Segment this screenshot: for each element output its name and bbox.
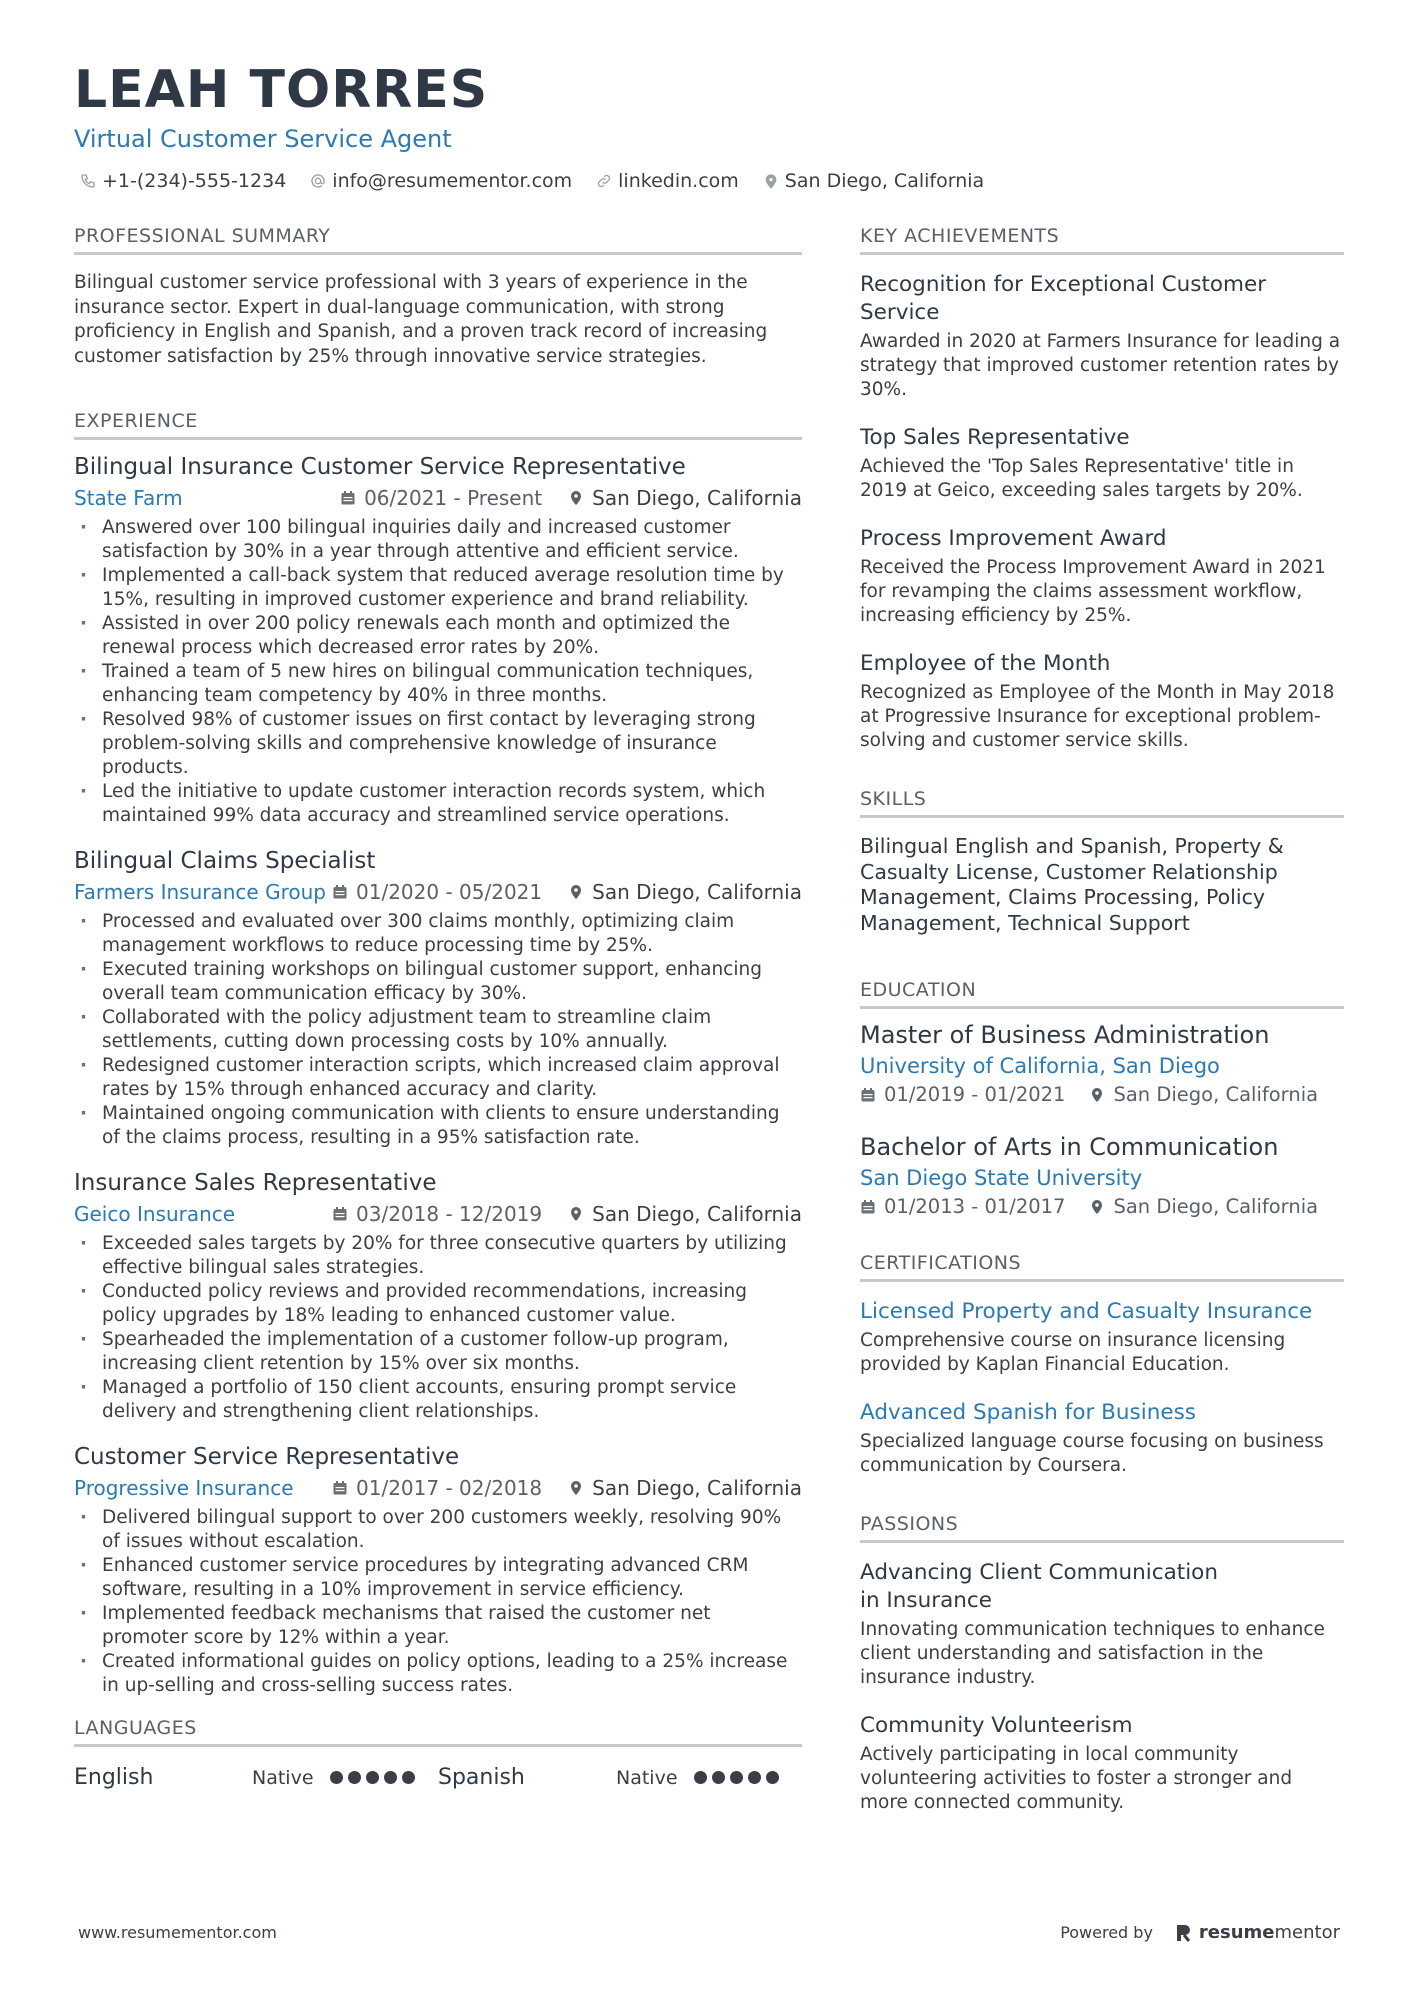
job-location-text: San Diego, California bbox=[592, 1202, 802, 1226]
achievement-list bbox=[860, 271, 1344, 753]
job-location bbox=[568, 1200, 802, 1228]
powered-by-label: Powered by bbox=[1060, 1923, 1153, 1942]
company-name: Geico Insurance bbox=[74, 1202, 236, 1226]
achievement-item bbox=[860, 650, 1344, 753]
skills-section bbox=[860, 787, 1344, 936]
achievement-title: Recognition for Exceptional Customer Service bbox=[860, 272, 1267, 325]
phone-icon bbox=[80, 173, 96, 189]
company-name: State Farm bbox=[74, 486, 183, 510]
job-location-text: San Diego, California bbox=[592, 1476, 802, 1500]
job-title: Customer Service Representative bbox=[74, 1444, 460, 1470]
job-bullet: · Exceeded sales targets by 20% for three consecutive quarters by utilizing effective bilingual sales strategies. bbox=[74, 1232, 802, 1280]
location-text: San Diego, California bbox=[784, 170, 985, 192]
achievements-section bbox=[860, 224, 1344, 753]
brand-logo[interactable] bbox=[1175, 1922, 1340, 1943]
rating-dot bbox=[730, 1771, 743, 1784]
job-bullet: · Answered over 100 bilingual inquiries daily and increased customer satisfaction by 30% in a year through attentive and efficient service. bbox=[74, 516, 802, 564]
passion-desc: Innovating communication techniques to enhance client understanding and satisfaction in the insurance industry. bbox=[860, 1619, 1325, 1688]
education-location-text: San Diego, California bbox=[1113, 1195, 1319, 1218]
section-title: CERTIFICATIONS bbox=[860, 1251, 1344, 1282]
summary-section bbox=[74, 224, 802, 369]
phone-text: +1-(234)-555-1234 bbox=[102, 170, 287, 192]
at-icon bbox=[310, 173, 326, 189]
certification-title: Advanced Spanish for Business bbox=[860, 1400, 1196, 1425]
education-dates-text: 01/2013 - 01/2017 bbox=[884, 1195, 1066, 1218]
education-section bbox=[860, 978, 1344, 1221]
job-title: Insurance Sales Representative bbox=[74, 1170, 437, 1196]
passion-item bbox=[860, 1559, 1344, 1690]
job-dates-text: 06/2021 - Present bbox=[364, 486, 543, 510]
job-bullets bbox=[74, 910, 802, 1150]
calendar-icon bbox=[340, 490, 356, 506]
rating-dot bbox=[748, 1771, 761, 1784]
language-rating bbox=[330, 1771, 415, 1784]
right-column bbox=[860, 224, 1344, 1837]
language-item bbox=[74, 1765, 438, 1790]
contact-phone[interactable] bbox=[80, 170, 286, 192]
summary-text: Bilingual customer service professional with 3 years of experience in the insurance sector. Expert in dual-language communication, with strong proficiency in English and Spanish, and a proven track record of increasing customer satisfaction by 25% through innovative service strategies. bbox=[74, 272, 768, 367]
job-dates-text: 01/2020 - 05/2021 bbox=[356, 880, 543, 904]
location-pin-icon bbox=[763, 173, 779, 189]
education-location bbox=[1089, 1193, 1318, 1221]
location-pin-icon bbox=[568, 1480, 584, 1496]
job-bullet: · Led the initiative to update customer interaction records system, which maintained 99% data accuracy and streamlined service operations. bbox=[74, 780, 802, 828]
job-bullet: · Created informational guides on policy options, leading to a 25% increase in up-selling and cross-selling success rates. bbox=[74, 1650, 802, 1698]
company-name: Farmers Insurance Group bbox=[74, 880, 326, 904]
achievement-title: Process Improvement Award bbox=[860, 526, 1167, 551]
job-entry bbox=[74, 1168, 802, 1424]
job-dates-text: 03/2018 - 12/2019 bbox=[356, 1202, 543, 1226]
job-bullet: · Spearheaded the implementation of a customer follow-up program, increasing client retention by 15% over six months. bbox=[74, 1328, 802, 1376]
education-meta bbox=[860, 1081, 1344, 1109]
rating-dot bbox=[712, 1771, 725, 1784]
candidate-name: LEAH TORRES bbox=[74, 60, 489, 120]
achievement-title: Top Sales Representative bbox=[860, 425, 1130, 450]
section-title: KEY ACHIEVEMENTS bbox=[860, 224, 1344, 255]
contact-bar bbox=[74, 170, 1344, 192]
footer-url[interactable]: www.resumementor.com bbox=[78, 1923, 277, 1942]
achievement-desc: Recognized as Employee of the Month in May 2018 at Progressive Insurance for exceptional problem-solving and customer service skills. bbox=[860, 682, 1335, 751]
job-bullet: · Redesigned customer interaction scripts, which increased claim approval rates by 15% through enhanced accuracy and clarity. bbox=[74, 1054, 802, 1102]
experience-section bbox=[74, 409, 802, 1698]
job-bullet: · Executed training workshops on bilingual customer support, enhancing overall team communication efficacy by 30%. bbox=[74, 958, 802, 1006]
section-title: SKILLS bbox=[860, 787, 1344, 818]
powered-by bbox=[1060, 1922, 1340, 1943]
company-name: Progressive Insurance bbox=[74, 1476, 294, 1500]
rating-dot bbox=[402, 1771, 415, 1784]
brand-bold: resume bbox=[1198, 1922, 1275, 1943]
passion-title: Advancing Client Communication in Insurance bbox=[860, 1560, 1218, 1613]
job-bullet: · Trained a team of 5 new hires on bilingual communication techniques, enhancing team competency by 40% in three months. bbox=[74, 660, 802, 708]
job-bullets bbox=[74, 1232, 802, 1424]
passion-desc: Actively participating in local community volunteering activities to foster a stronger and more connected community. bbox=[860, 1744, 1293, 1813]
email-text: info@resumementor.com bbox=[332, 170, 573, 192]
certification-desc: Comprehensive course on insurance licensing provided by Kaplan Financial Education. bbox=[860, 1330, 1286, 1375]
degree-title: Master of Business Administration bbox=[860, 1021, 1270, 1049]
location-pin-icon bbox=[568, 1206, 584, 1222]
section-title: PROFESSIONAL SUMMARY bbox=[74, 224, 802, 255]
certification-desc: Specialized language course focusing on business communication by Coursera. bbox=[860, 1431, 1324, 1476]
job-dates bbox=[332, 1474, 542, 1502]
language-name: Spanish bbox=[438, 1765, 525, 1790]
location-pin-icon bbox=[1089, 1087, 1105, 1103]
job-entry bbox=[74, 1442, 802, 1698]
languages-section bbox=[74, 1716, 802, 1790]
passions-section bbox=[860, 1512, 1344, 1815]
calendar-icon bbox=[332, 884, 348, 900]
language-list bbox=[74, 1765, 802, 1790]
job-bullet: · Collaborated with the policy adjustment team to streamline claim settlements, cutting down processing costs by 10% annually. bbox=[74, 1006, 802, 1054]
brand-light: mentor bbox=[1274, 1922, 1340, 1943]
rating-dot bbox=[766, 1771, 779, 1784]
job-meta bbox=[74, 1474, 802, 1502]
achievement-desc: Received the Process Improvement Award in 2021 for revamping the claims assessment workflow, increasing efficiency by 25%. bbox=[860, 557, 1326, 626]
calendar-icon bbox=[332, 1206, 348, 1222]
school-name: San Diego State University bbox=[860, 1166, 1143, 1190]
job-meta bbox=[74, 878, 802, 906]
education-location bbox=[1089, 1081, 1318, 1109]
job-location-text: San Diego, California bbox=[592, 880, 802, 904]
language-level: Native bbox=[252, 1766, 314, 1789]
job-bullet: · Implemented a call-back system that reduced average resolution time by 15%, resulting in improved customer experience and brand reliability. bbox=[74, 564, 802, 612]
job-location bbox=[568, 878, 802, 906]
section-title: PASSIONS bbox=[860, 1512, 1344, 1543]
job-title: Bilingual Claims Specialist bbox=[74, 848, 376, 874]
calendar-icon bbox=[860, 1199, 876, 1215]
certifications-section bbox=[860, 1251, 1344, 1478]
certification-item bbox=[860, 1399, 1344, 1478]
achievement-item bbox=[860, 525, 1344, 628]
job-meta bbox=[74, 1200, 802, 1228]
location-pin-icon bbox=[568, 884, 584, 900]
resume-body bbox=[74, 224, 1344, 1837]
job-bullet: · Enhanced customer service procedures by integrating advanced CRM software, resulting in a 10% improvement in service efficiency. bbox=[74, 1554, 802, 1602]
job-bullet: · Implemented feedback mechanisms that raised the customer net promoter score by 12% within a year. bbox=[74, 1602, 802, 1650]
certification-title: Licensed Property and Casualty Insurance bbox=[860, 1299, 1313, 1324]
rating-dot bbox=[366, 1771, 379, 1784]
education-list bbox=[860, 1019, 1344, 1221]
link-icon bbox=[596, 173, 612, 189]
achievement-item bbox=[860, 271, 1344, 402]
linkedin-text: linkedin.com bbox=[618, 170, 739, 192]
education-meta bbox=[860, 1193, 1344, 1221]
job-location-text: San Diego, California bbox=[592, 486, 802, 510]
job-bullet: · Delivered bilingual support to over 200 customers weekly, resolving 90% of issues without escalation. bbox=[74, 1506, 802, 1554]
job-dates bbox=[340, 484, 542, 512]
page-footer bbox=[78, 1922, 1340, 1943]
rating-dot bbox=[330, 1771, 343, 1784]
language-rating bbox=[694, 1771, 779, 1784]
rating-dot bbox=[348, 1771, 361, 1784]
job-bullet: · Maintained ongoing communication with clients to ensure understanding of the claims process, resulting in a 95% satisfaction rate. bbox=[74, 1102, 802, 1150]
skills-text: Bilingual English and Spanish, Property & Casualty License, Customer Relationship Management, Claims Processing, Policy Management, Technical Support bbox=[860, 834, 1284, 935]
certification-list bbox=[860, 1298, 1344, 1478]
calendar-icon bbox=[860, 1087, 876, 1103]
section-title: EDUCATION bbox=[860, 978, 1344, 1009]
passion-title: Community Volunteerism bbox=[860, 1713, 1133, 1738]
section-title: LANGUAGES bbox=[74, 1716, 802, 1747]
education-location-text: San Diego, California bbox=[1113, 1083, 1319, 1106]
certification-item bbox=[860, 1298, 1344, 1377]
rating-dot bbox=[384, 1771, 397, 1784]
job-bullet: · Managed a portfolio of 150 client accounts, ensuring prompt service delivery and strengthening client relationships. bbox=[74, 1376, 802, 1424]
education-dates-text: 01/2019 - 01/2021 bbox=[884, 1083, 1066, 1106]
job-entry bbox=[74, 846, 802, 1150]
language-level: Native bbox=[616, 1766, 678, 1789]
passion-list bbox=[860, 1559, 1344, 1815]
passion-item bbox=[860, 1712, 1344, 1815]
location-pin-icon bbox=[568, 490, 584, 506]
left-column bbox=[74, 224, 802, 1837]
education-dates bbox=[860, 1081, 1065, 1109]
job-list bbox=[74, 452, 802, 1698]
job-bullet: · Assisted in over 200 policy renewals each month and optimized the renewal process which decreased error rates by 20%. bbox=[74, 612, 802, 660]
candidate-role: Virtual Customer Service Agent bbox=[74, 125, 452, 153]
contact-email[interactable] bbox=[310, 170, 572, 192]
job-entry bbox=[74, 452, 802, 828]
contact-linkedin[interactable] bbox=[596, 170, 739, 192]
job-location bbox=[568, 1474, 802, 1502]
school-name: University of California, San Diego bbox=[860, 1054, 1220, 1078]
job-bullet: · Conducted policy reviews and provided recommendations, increasing policy upgrades by 18% leading to enhanced customer value. bbox=[74, 1280, 802, 1328]
education-item bbox=[860, 1019, 1344, 1109]
job-title: Bilingual Insurance Customer Service Representative bbox=[74, 454, 686, 480]
education-item bbox=[860, 1131, 1344, 1221]
job-bullet: · Resolved 98% of customer issues on first contact by leveraging strong problem-solving skills and comprehensive knowledge of insurance products. bbox=[74, 708, 802, 780]
job-dates bbox=[332, 1200, 542, 1228]
job-bullet: · Processed and evaluated over 300 claims monthly, optimizing claim management workflows to reduce processing time by 25%. bbox=[74, 910, 802, 958]
language-name: English bbox=[74, 1765, 154, 1790]
achievement-title: Employee of the Month bbox=[860, 651, 1111, 676]
calendar-icon bbox=[332, 1480, 348, 1496]
resume-header bbox=[74, 58, 1344, 192]
achievement-desc: Achieved the 'Top Sales Representative' title in 2019 at Geico, exceeding sales targets by 20%. bbox=[860, 456, 1303, 501]
section-title: EXPERIENCE bbox=[74, 409, 802, 440]
education-dates bbox=[860, 1193, 1065, 1221]
rating-dot bbox=[694, 1771, 707, 1784]
job-bullets bbox=[74, 1506, 802, 1698]
job-location bbox=[568, 484, 802, 512]
contact-location bbox=[763, 170, 984, 192]
job-dates bbox=[332, 878, 542, 906]
location-pin-icon bbox=[1089, 1199, 1105, 1215]
achievement-item bbox=[860, 424, 1344, 503]
brand-mark-icon bbox=[1175, 1923, 1193, 1943]
degree-title: Bachelor of Arts in Communication bbox=[860, 1133, 1279, 1161]
language-item bbox=[438, 1765, 802, 1790]
job-meta bbox=[74, 484, 802, 512]
job-dates-text: 01/2017 - 02/2018 bbox=[356, 1476, 543, 1500]
achievement-desc: Awarded in 2020 at Farmers Insurance for leading a strategy that improved customer retention rates by 30%. bbox=[860, 331, 1341, 400]
job-bullets bbox=[74, 516, 802, 828]
